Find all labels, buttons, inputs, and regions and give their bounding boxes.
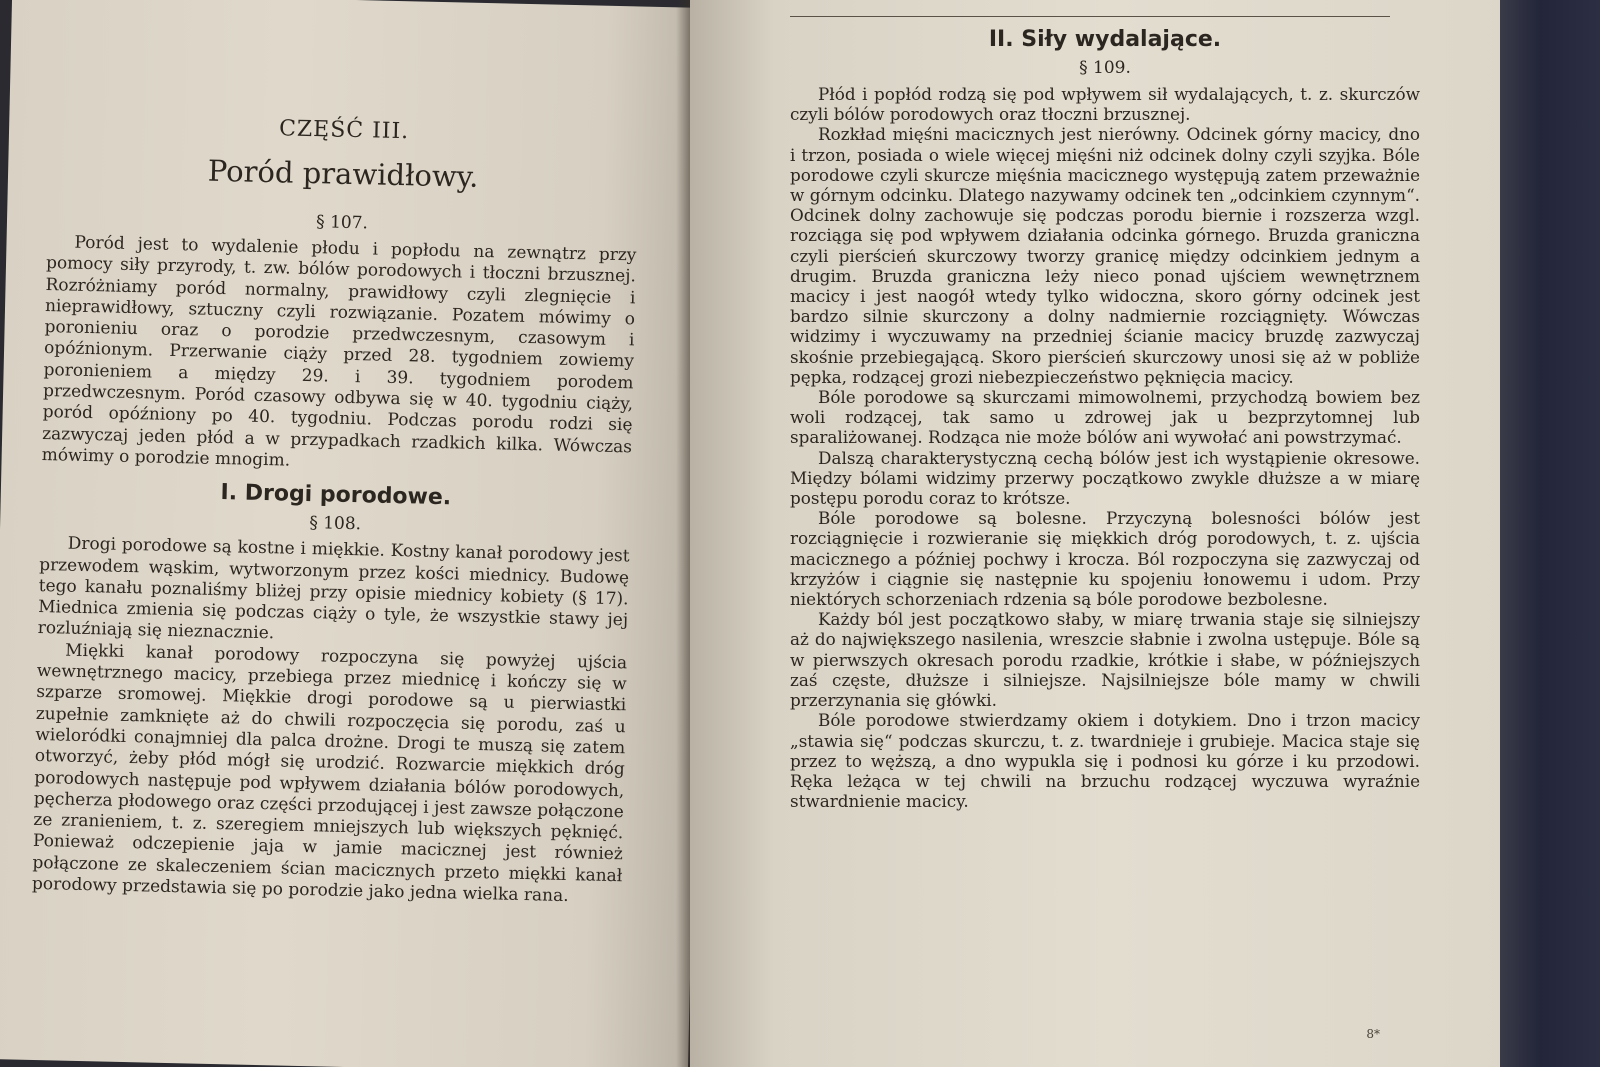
paragraph: Każdy ból jest początkowo słaby, w miarę trwania staje się silniejszy aż do największego nasilenia, wreszcie słabnie i zwolna ustępuje. Bóle są w pierwszych okresach porodu rzadkie, krótkie i słabe, w późniejszych zaś częste, dłuższe i silniejsze. Najsilniejsze bóle mamy w chwili przerzynania się główki. (790, 609, 1420, 711)
section-number-107: § 107. (315, 212, 369, 234)
right-page (690, 0, 1530, 1067)
book-cover-edge (1500, 0, 1600, 1067)
section-number-109: § 109. (1079, 58, 1131, 78)
paragraph: Bóle porodowe stwierdzamy okiem i dotykiem. Dno i trzon macicy „stawia się“ podczas skurczu, t. z. twardnieje i grubieje. Macica staje się przez to węższą, a dno wypukla się i podnosi ku górze i ku przodowi. Ręka leżąca w tej chwili na brzuchu rodzącej wyczuwa wyraźnie stwardnienie macicy. (790, 710, 1420, 812)
paragraph: Drogi porodowe są kostne i miękkie. Kostny kanał porodowy jest przewodem wąskim, wytworzonym przez kości miednicy. Budowę tego kanału poznaliśmy bliżej przy opisie miednicy kobiety (§ 17). Miednica zmienia się podczas ciąży o tyle, że wszystkie stawy jej rozluźniają się nieznacznie. (37, 533, 630, 644)
paragraph: Bóle porodowe są skurczami mimowolnemi, przychodzą bowiem bez woli rodzącej, tak samo u zdrowej jak u bezprzytomnej lub sparaliżowanej. Rodząca nie może bólów ani wywołać ani powstrzymać. (790, 387, 1420, 448)
part-title: Poród prawidłowy. (207, 153, 479, 194)
part-label: CZĘŚĆ III. (278, 116, 410, 145)
paragraph: Poród jest to wydalenie płodu i popłodu na zewnątrz przy pomocy siły przyrody, t. zw. bólów porodowych i tłoczni brzusznej. Rozróżniamy poród normalny, prawidłowy czyli zlegnięcie i nieprawidłowy, sztuczny czyli rozwiązanie. Pozatem mówimy o poronieniu oraz o porodzie przedwczesnym, czasowym i opóźnionym. Przerwanie ciąży przed 28. tygodniem zowiemy poronieniem a między 29. i 39. tygodniem porodem przedwczesnym. Poród czasowy odbywa się w 40. tygodniu ciąży, poród opóźniony po 40. tygodniu. Podczas porodu rodzi się zazwyczaj jeden płód a w przypadkach rzadkich kilka. Wówczas mówimy o porodzie mnogim. (41, 232, 637, 471)
section-number-108: § 108. (309, 513, 362, 535)
paragraph: Rozkład mięśni macicznych jest nierówny. Odcinek górny macicy, dno i trzon, posiada o wiele więcej mięśni niż odcinek dolny czyli szyjka. Bóle porodowe czyli skurcze mięśnia macicznego występują zatem przeważnie w górnym odcinku. Dlatego nazywamy odcinek ten „odcinkiem czynnym“. Odcinek dolny zachowuje się podczas porodu biernie i rozszerza wzgl. rozciąga się pod wpływem działania odcinka górnego. Bruzda graniczna czyli pierścień skurczowy tworzy granicę między odcinkiem jednym a drugim. Bruzda graniczna leży nieco ponad ujściem wewnętrznem macicy i jest naogół wtedy tylko widoczna, skoro górny odcinek jest bardzo silnie skurczony a dolny nadmiernie rozciągnięty. Wówczas widzimy i wyczuwamy na przedniej ścianie macicy bruzdę zazwyczaj skośnie przebiegającą. Skoro pierścień skurczowy unosi się aż w pobliże pępka, rodzącej grozi niebezpieczeństwo pęknięcia macicy. (790, 124, 1420, 387)
paragraph: Bóle porodowe są bolesne. Przyczyną bolesności bólów jest rozciągnięcie i rozwieranie się miękkich dróg porodowych, t. z. ujścia macicznego a później pochwy i krocza. Ból rozpoczyna się zazwyczaj od krzyżów i ciągnie się następnie ku spojeniu łonowemu i udom. Przy niektórych schorzeniach rdzenia są bóle porodowe bezbolesne. (790, 508, 1420, 610)
chapter-heading-sily-wydalajace: II. Siły wydalające. (988, 27, 1222, 52)
top-rule (790, 16, 1390, 17)
paragraph: Płód i popłód rodzą się pod wpływem sił wydalających, t. z. skurczów czyli bólów porodowych oraz tłoczni brzusznej. (790, 84, 1420, 125)
paragraph: Miękki kanał porodowy rozpoczyna się powyżej ujścia wewnętrznego macicy, przebiega przez miednicę i kończy się w szparze sromowej. Miękkie drogi porodowe są u pierwiastki zupełnie zamknięte aż do chwili rozpoczęcia się porodu, zaś u wieloródki conajmniej dla palca drożne. Drogi te muszą się zatem otworzyć, żeby płód mógł się urodzić. Rozwarcie miękkich dróg porodowych następuje pod wpływem działania bólów porodowych, pęcherza płodowego oraz części przodującej i jest zawsze połączone ze zranieniem, t. z. szeregiem mniejszych lub większych pęknięć. Ponieważ odczepienie jaja w jamie macicznej jest również połączone ze skaleczeniem ścian macicznych przeto miękki kanał porodowy przedstawia się po porodzie jako jedna wielka rana. (31, 640, 628, 907)
chapter-heading-drogi-porodowe: I. Drogi porodowe. (220, 480, 452, 511)
left-page (0, 0, 712, 1067)
page-number: 8* (1366, 1027, 1380, 1041)
paragraph: Dalszą charakterystyczną cechą bólów jest ich wystąpienie okresowe. Między bólami widzimy przerwy początkowo zwykle dłuższe a w miarę postępu porodu coraz to krótsze. (790, 447, 1420, 509)
